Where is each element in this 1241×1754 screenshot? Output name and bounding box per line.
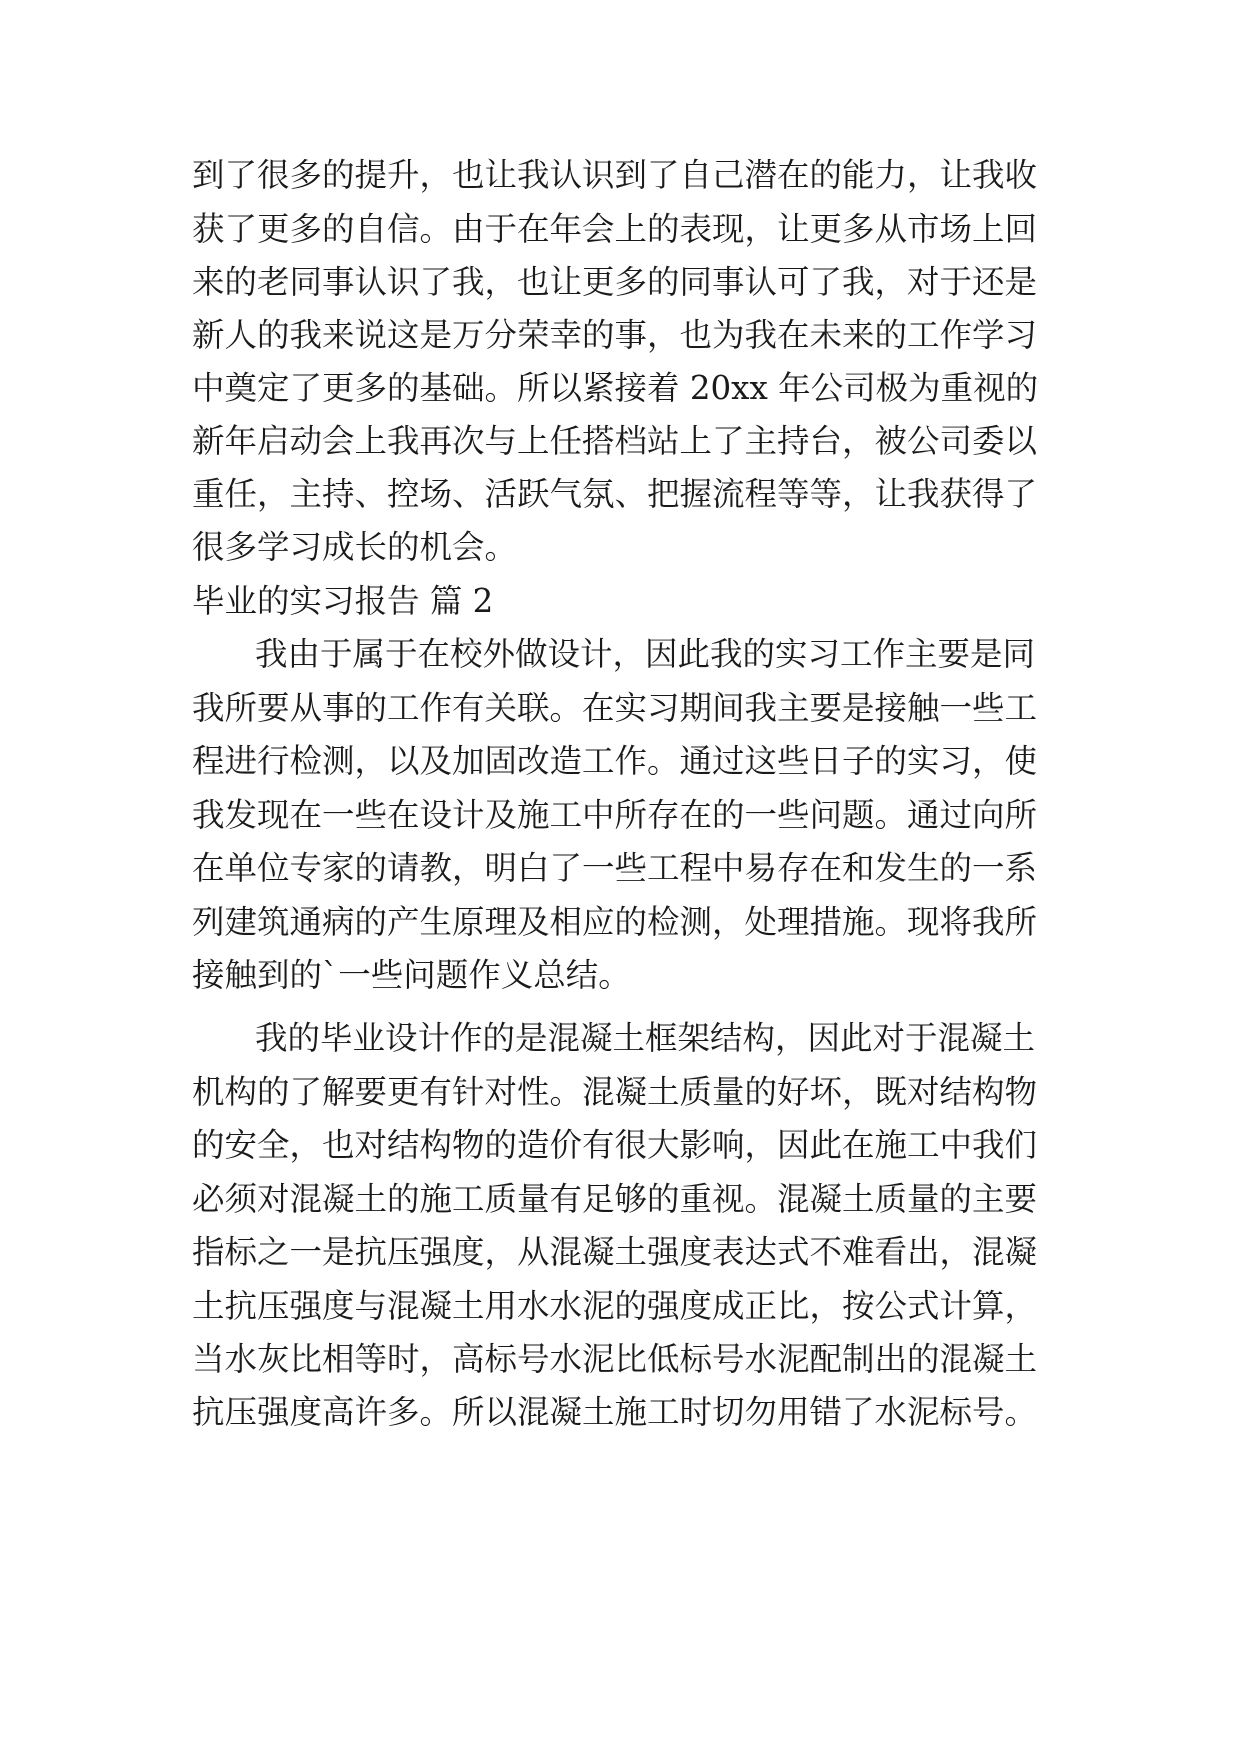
body-text-line: 获了更多的自信。由于在年会上的表现，让更多从市场上回 xyxy=(192,210,1038,248)
paragraph-first-line: 我由于属于在校外做设计，因此我的实习工作主要是同 xyxy=(255,635,1036,673)
body-text-line: 列建筑通病的产生原理及相应的检测，处理措施。现将我所 xyxy=(192,903,1038,941)
body-text-line: 我发现在一些在设计及施工中所存在的一些问题。通过向所 xyxy=(192,796,1038,834)
body-text-line: 土抗压强度与混凝土用水水泥的强度成正比，按公式计算， xyxy=(192,1287,1038,1325)
paragraph-first-line: 我的毕业设计作的是混凝土框架结构，因此对于混凝土 xyxy=(255,1019,1036,1057)
body-text-line: 机构的了解要更有针对性。混凝土质量的好坏，既对结构物 xyxy=(192,1073,1038,1111)
body-text-line: 很多学习成长的机会。 xyxy=(192,528,518,566)
body-text-line: 到了很多的提升，也让我认识到了自己潜在的能力，让我收 xyxy=(192,156,1038,194)
body-text-line: 新人的我来说这是万分荣幸的事，也为我在未来的工作学习 xyxy=(192,316,1038,354)
body-text-line: 中奠定了更多的基础。所以紧接着 20xx 年公司极为重视的 xyxy=(192,369,1039,407)
body-text-line: 接触到的`一些问题作义总结。 xyxy=(192,956,631,994)
body-text-line: 我所要从事的工作有关联。在实习期间我主要是接触一些工 xyxy=(192,689,1038,727)
body-text-line: 抗压强度高许多。所以混凝土施工时切勿用错了水泥标号。 xyxy=(192,1393,1038,1431)
body-text-line: 指标之一是抗压强度，从混凝土强度表达式不难看出，混凝 xyxy=(192,1233,1038,1271)
body-text-line: 的安全，也对结构物的造价有很大影响，因此在施工中我们 xyxy=(192,1126,1038,1164)
section-heading: 毕业的实习报告 篇 2 xyxy=(192,582,494,620)
body-text-line: 重任，主持、控场、活跃气氛、把握流程等等，让我获得了 xyxy=(192,475,1038,513)
body-text-line: 在单位专家的请教，明白了一些工程中易存在和发生的一系 xyxy=(192,849,1038,887)
body-text-line: 来的老同事认识了我，也让更多的同事认可了我，对于还是 xyxy=(192,263,1038,301)
body-text-line: 新年启动会上我再次与上任搭档站上了主持台，被公司委以 xyxy=(192,422,1038,460)
body-text-line: 当水灰比相等时，高标号水泥比低标号水泥配制出的混凝土 xyxy=(192,1340,1038,1378)
body-text-line: 程进行检测，以及加固改造工作。通过这些日子的实习，使 xyxy=(192,742,1038,780)
body-text-line: 必须对混凝土的施工质量有足够的重视。混凝土质量的主要 xyxy=(192,1180,1038,1218)
